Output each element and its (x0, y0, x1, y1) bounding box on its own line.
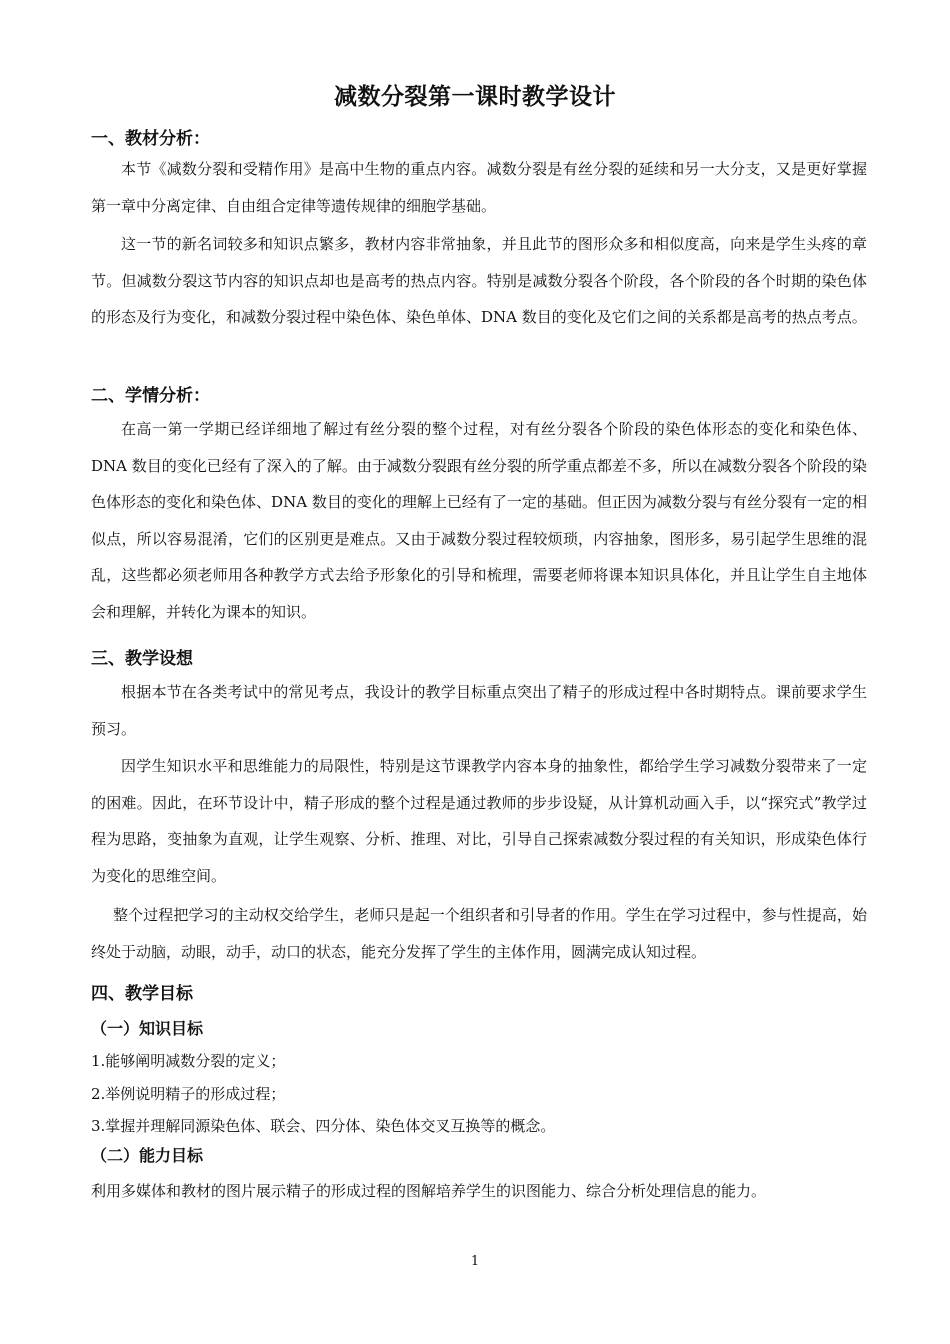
subheading-knowledge-goals: （一）知识目标 (91, 1019, 204, 1038)
paragraph-student-analysis-1: 在高一第一学期已经详细地了解过有丝分裂的整个过程，对有丝分裂各个阶段的染色体形态的变化和染色体、DNA 数目的变化已经有了深入的了解。由于减数分裂跟有丝分裂的所学重点都差不多，所以在减数分裂各个阶段的染色体形态的变化和染色体、DNA 数目的变化的理解上已经有了一定的基础。但正因为减数分裂与有丝分裂有一定的相似点，所以容易混淆，它们的区别更是难点。又由于减数分裂过程较烦琐，内容抽象，图形多，易引起学生思维的混乱，这些都必须老师用各种教学方式去给予形象化的引导和梳理，需要老师将课本知识具体化，并且让学生自主地体会和理解，并转化为课本的知识。 (91, 420, 867, 621)
list-item-knowledge-1: 1.能够阐明减数分裂的定义； (91, 1052, 286, 1070)
document-title: 减数分裂第一课时教学设计 (334, 84, 616, 110)
section-heading-student-analysis: 二、学情分析： (91, 386, 210, 406)
paragraph-textbook-analysis-1: 本节《减数分裂和受精作用》是高中生物的重点内容。减数分裂是有丝分裂的延续和另一大分支，又是更好掌握第一章中分离定律、自由组合定律等遗传规律的细胞学基础。 (91, 160, 867, 215)
paragraph-ability-goals: 利用多媒体和教材的图片展示精子的形成过程的图解培养学生的识图能力、综合分析处理信息的能力。 (91, 1182, 767, 1200)
paragraph-teaching-idea-2: 因学生知识水平和思维能力的局限性，特别是这节课教学内容本身的抽象性，都给学生学习减数分裂带来了一定的困难。因此，在环节设计中，精子形成的整个过程是通过教师的步步设疑，从计算机动画入手，以“探究式”教学过程为思路，变抽象为直观，让学生观察、分析、推理、对比，引导自己探索减数分裂过程的有关知识，形成染色体行为变化的思维空间。 (91, 757, 867, 885)
section-heading-teaching-idea: 三、教学设想 (91, 649, 193, 669)
section-heading-teaching-goals: 四、教学目标 (91, 984, 193, 1004)
list-item-knowledge-2: 2.举例说明精子的形成过程； (91, 1085, 286, 1103)
section-heading-textbook-analysis: 一、教材分析： (91, 129, 210, 149)
subheading-ability-goals: （二）能力目标 (91, 1146, 204, 1165)
paragraph-teaching-idea-1: 根据本节在各类考试中的常见考点，我设计的教学目标重点突出了精子的形成过程中各时期特点。课前要求学生预习。 (91, 683, 867, 738)
list-item-knowledge-3: 3.掌握并理解同源染色体、联会、四分体、染色体交叉互换等的概念。 (91, 1117, 556, 1135)
page-number: 1 (470, 1254, 480, 1269)
paragraph-teaching-idea-3: 整个过程把学习的主动权交给学生，老师只是起一个组织者和引导者的作用。学生在学习过程中，参与性提高，始终处于动脑，动眼，动手，动口的状态，能充分发挥了学生的主体作用，圆满完成认知过程。 (91, 906, 867, 961)
paragraph-textbook-analysis-2: 这一节的新名词较多和知识点繁多，教材内容非常抽象，并且此节的图形众多和相似度高，向来是学生头疼的章节。但减数分裂这节内容的知识点却也是高考的热点内容。特别是减数分裂各个阶段，各个阶段的各个时期的染色体的形态及行为变化，和减数分裂过程中染色体、染色单体、DNA 数目的变化及它们之间的关系都是高考的热点考点。 (91, 235, 867, 326)
